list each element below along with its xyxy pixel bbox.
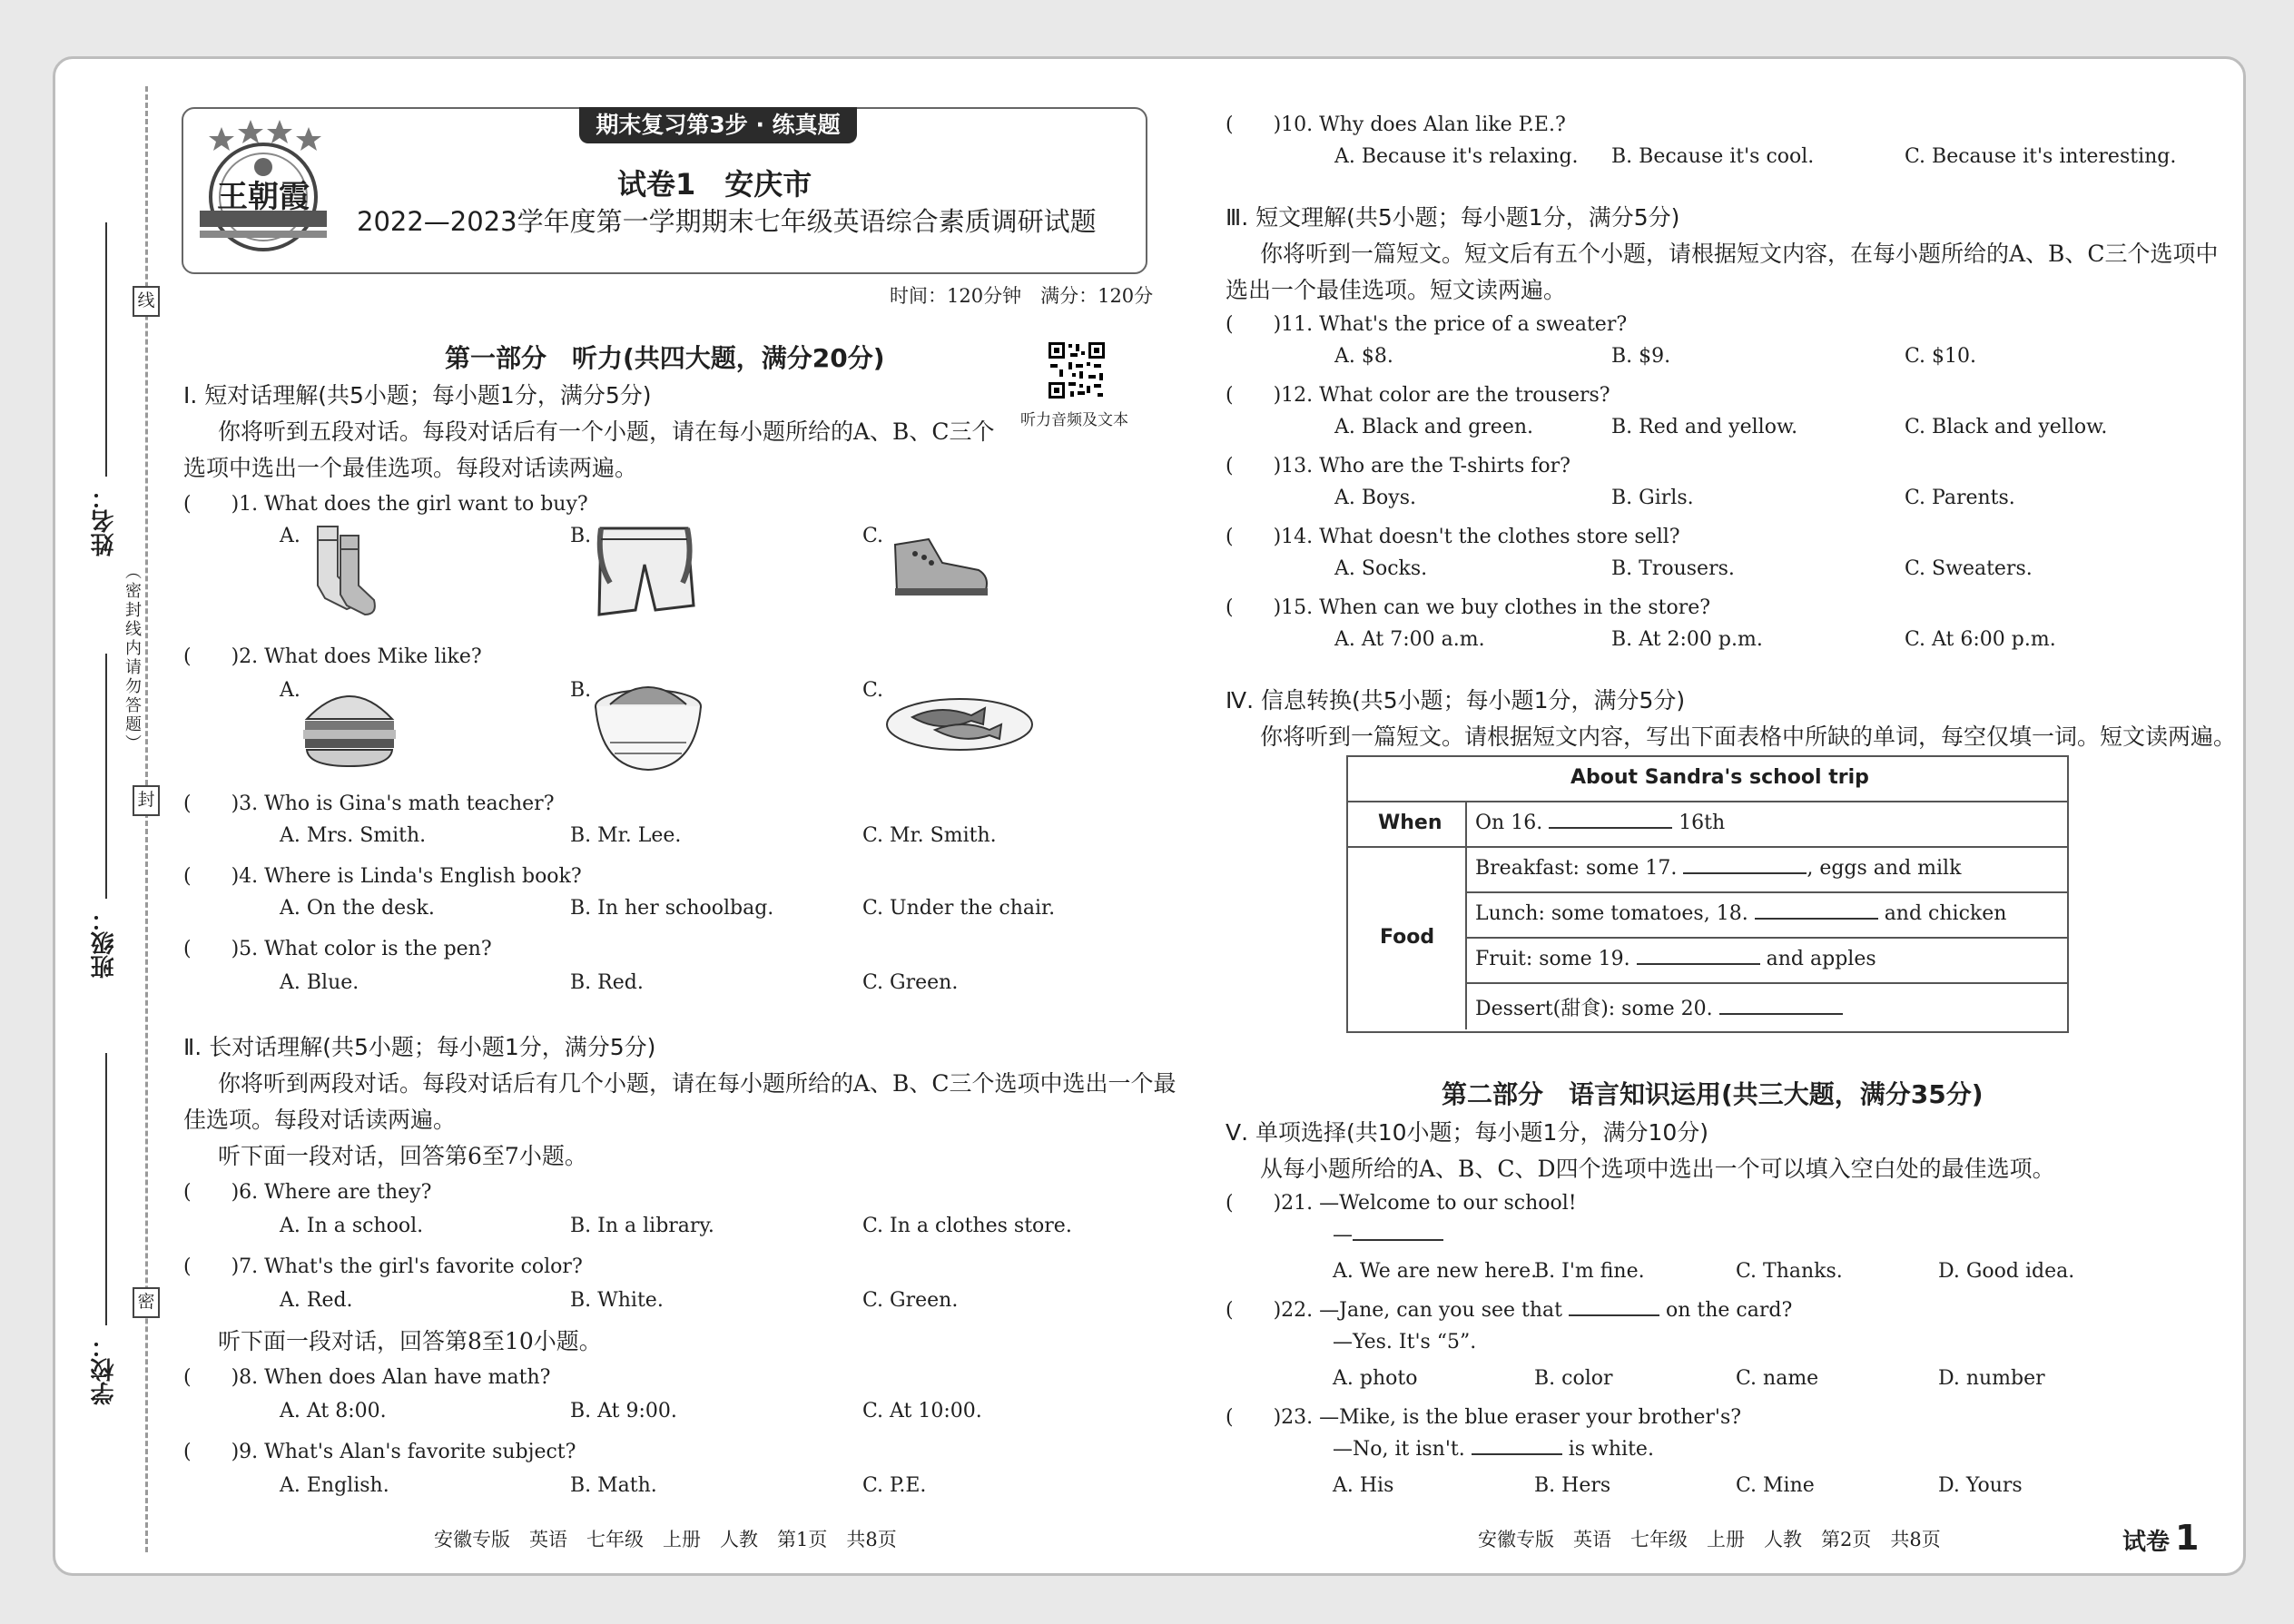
- q6-option-b: B. In a library.: [570, 1215, 714, 1237]
- q7-option-b: B. White.: [570, 1289, 664, 1312]
- paper-subtitle: 2022—2023学年度第一学期期末七年级英语综合素质调研试题: [357, 206, 1097, 237]
- section1-title: Ⅰ. 短对话理解(共5小题；每小题1分，满分5分): [183, 382, 652, 408]
- q5-option-a: A. Blue.: [280, 971, 359, 994]
- q5-option-c: C. Green.: [862, 971, 959, 994]
- section4-title: Ⅳ. 信息转换(共5小题；每小题1分，满分5分): [1226, 687, 1686, 714]
- seal-mark-mi: 密: [133, 1287, 160, 1318]
- question-23: ( )23. —Mike, is the blue eraser your brother's?: [1226, 1406, 1742, 1429]
- question-9: ( )9. What's Alan's favorite subject?: [183, 1441, 576, 1463]
- q14-option-c: C. Sweaters.: [1905, 557, 2033, 580]
- table-title: About Sandra's school trip: [1570, 766, 1869, 789]
- section2-instruction-2: 佳选项。每段对话读两遍。: [183, 1107, 457, 1133]
- seal-mark-xian: 线: [133, 286, 160, 317]
- q12-option-a: A. Black and green.: [1334, 416, 1534, 438]
- q8-option-b: B. At 9:00.: [570, 1400, 677, 1422]
- table-dessert-row: Dessert(甜食): some 20.: [1475, 993, 1843, 1021]
- section2-title: Ⅱ. 长对话理解(共5小题；每小题1分，满分5分): [183, 1034, 656, 1060]
- question-4: ( )4. Where is Linda's English book?: [183, 865, 582, 888]
- shorts-image: [592, 519, 701, 624]
- q13-option-b: B. Girls.: [1611, 487, 1694, 509]
- table-rule: [1465, 891, 2067, 893]
- q3-option-c: C. Mr. Smith.: [862, 824, 997, 847]
- q10-option-b: B. Because it's cool.: [1611, 145, 1815, 168]
- socks-image: [300, 522, 381, 622]
- q6-option-c: C. In a clothes store.: [862, 1215, 1072, 1237]
- q22-reply: —Yes. It's “5”.: [1333, 1331, 1477, 1353]
- q8-option-c: C. At 10:00.: [862, 1400, 982, 1422]
- section2-sub-2: 听下面一段对话，回答第8至10小题。: [218, 1328, 602, 1354]
- table-when-row: On 16. 16th: [1475, 812, 1726, 834]
- section3-title: Ⅲ. 短文理解(共5小题；每小题1分，满分5分): [1226, 204, 1680, 231]
- question-1: ( )1. What does the girl want to buy?: [183, 493, 588, 516]
- q15-option-c: C. At 6:00 p.m.: [1905, 628, 2056, 651]
- question-8: ( )8. When does Alan have math?: [183, 1366, 551, 1389]
- q21-option-a: A. We are new here.: [1333, 1260, 1538, 1283]
- q12-option-c: C. Black and yellow.: [1905, 416, 2108, 438]
- section3-instruction-1: 你将听到一篇短文。短文后有五个小题，请根据短文内容，在每小题所给的A、B、C三个选项中: [1260, 241, 2219, 267]
- class-line: [105, 654, 107, 899]
- question-11: ( )11. What's the price of a sweater?: [1226, 313, 1628, 336]
- q11-option-a: A. $8.: [1334, 345, 1393, 368]
- q23-option-d: D. Yours: [1938, 1474, 2023, 1497]
- q4-option-a: A. On the desk.: [280, 897, 435, 920]
- section1-instruction-1: 你将听到五段对话。每段对话后有一个小题，请在每小题所给的A、B、C三个: [218, 418, 995, 445]
- info-table: [1346, 755, 2069, 1033]
- section1-instruction-2: 选项中选出一个最佳选项。每段对话读两遍。: [183, 455, 638, 481]
- question-6: ( )6. Where are they?: [183, 1181, 432, 1204]
- q10-option-a: A. Because it's relaxing.: [1334, 145, 1579, 168]
- section5-title: Ⅴ. 单项选择(共10小题；每小题1分，满分10分): [1226, 1119, 1709, 1146]
- paper-title: 试卷1 安庆市: [617, 167, 812, 202]
- q12-option-b: B. Red and yellow.: [1611, 416, 1798, 438]
- name-label: 姓名：: [91, 486, 118, 556]
- table-rule: [1346, 846, 2067, 848]
- q7-option-c: C. Green.: [862, 1289, 959, 1312]
- question-13: ( )13. Who are the T-shirts for?: [1226, 455, 1570, 477]
- table-fruit-row: Fruit: some 19. and apples: [1475, 948, 1876, 970]
- q22-option-c: C. name: [1736, 1367, 1819, 1390]
- q8-option-a: A. At 8:00.: [280, 1400, 387, 1422]
- q23-option-b: B. Hers: [1534, 1474, 1611, 1497]
- svg-text:王朝霞: 王朝霞: [217, 179, 310, 215]
- q15-option-b: B. At 2:00 p.m.: [1611, 628, 1763, 651]
- section5-instruction: 从每小题所给的A、B、C、D四个选项中选出一个可以填入空白处的最佳选项。: [1260, 1156, 2055, 1182]
- seal-mark-feng: 封: [133, 785, 160, 816]
- q14-option-b: B. Trousers.: [1611, 557, 1735, 580]
- q22-option-d: D. number: [1938, 1367, 2045, 1390]
- q1-label-a: A.: [280, 525, 300, 547]
- q21-reply: —: [1333, 1224, 1443, 1246]
- part2-title: 第二部分 语言知识运用(共三大题，满分35分): [1442, 1079, 1984, 1109]
- question-22: ( )22. —Jane, can you see that on the card?: [1226, 1299, 1793, 1322]
- q11-option-c: C. $10.: [1905, 345, 1977, 368]
- table-when-label: When: [1378, 812, 1442, 834]
- q21-option-d: D. Good idea.: [1938, 1260, 2075, 1283]
- question-10: ( )10. Why does Alan like P.E.?: [1226, 113, 1566, 136]
- q9-option-a: A. English.: [280, 1474, 389, 1497]
- section2-instruction-1: 你将听到两段对话。每段对话后有几个小题，请在每小题所给的A、B、C三个选项中选出一个最: [218, 1070, 1177, 1097]
- q21-option-c: C. Thanks.: [1736, 1260, 1843, 1283]
- q9-option-b: B. Math.: [570, 1474, 657, 1497]
- section2-sub-1: 听下面一段对话，回答第6至7小题。: [218, 1143, 587, 1169]
- q3-option-a: A. Mrs. Smith.: [280, 824, 427, 847]
- section3-instruction-2: 选出一个最佳选项。短文读两遍。: [1226, 277, 1567, 303]
- section4-instruction: 你将听到一篇短文。请根据短文内容，写出下面表格中所缺的单词，每空仅填一词。短文读两遍。: [1260, 723, 2237, 750]
- q4-option-c: C. Under the chair.: [862, 897, 1056, 920]
- q10-option-c: C. Because it's interesting.: [1905, 145, 2177, 168]
- qr-code: [1047, 340, 1107, 400]
- q13-option-c: C. Parents.: [1905, 487, 2015, 509]
- chicken-bowl-image: [592, 670, 705, 774]
- q22-option-b: B. color: [1534, 1367, 1613, 1390]
- shoes-image: [888, 527, 992, 599]
- q2-label-a: A.: [280, 679, 300, 702]
- q14-option-a: A. Socks.: [1334, 557, 1428, 580]
- question-5: ( )5. What color is the pen?: [183, 938, 492, 960]
- hamburger-image: [300, 683, 399, 769]
- fish-plate-image: [885, 690, 1035, 753]
- class-label: 班级：: [91, 908, 118, 979]
- footer-right: 安徽专版 英语 七年级 上册 人教 第2页 共8页: [1478, 1529, 1941, 1550]
- q9-option-c: C. P.E.: [862, 1474, 927, 1497]
- q6-option-a: A. In a school.: [280, 1215, 424, 1237]
- time-score: 时间：120分钟 满分：120分: [890, 285, 1154, 307]
- q1-label-b: B.: [570, 525, 592, 547]
- q7-option-a: A. Red.: [280, 1289, 353, 1312]
- question-14: ( )14. What doesn't the clothes store sell?: [1226, 526, 1680, 548]
- q2-label-c: C.: [862, 679, 884, 702]
- table-rule: [1465, 801, 1467, 1029]
- paper-badge: 试卷 1: [2122, 1518, 2200, 1558]
- publisher-logo: [191, 120, 336, 256]
- q23-option-a: A. His: [1333, 1474, 1394, 1497]
- question-3: ( )3. Who is Gina's math teacher?: [183, 792, 555, 815]
- q11-option-b: B. $9.: [1611, 345, 1671, 368]
- table-rule: [1465, 937, 2067, 939]
- footer-left: 安徽专版 英语 七年级 上册 人教 第1页 共8页: [434, 1529, 897, 1550]
- seal-notice: （密封线内请勿答题）: [123, 563, 142, 753]
- part1-title: 第一部分 听力(共四大题，满分20分): [445, 343, 885, 373]
- table-food-label: Food: [1380, 926, 1435, 949]
- table-rule: [1465, 982, 2067, 984]
- q21-option-b: B. I'm fine.: [1534, 1260, 1645, 1283]
- q1-label-c: C.: [862, 525, 884, 547]
- school-label: 学校：: [91, 1334, 118, 1405]
- q23-reply: —No, it isn't. is white.: [1333, 1438, 1654, 1461]
- table-breakfast-row: Breakfast: some 17. , eggs and milk: [1475, 857, 1962, 880]
- q15-option-a: A. At 7:00 a.m.: [1334, 628, 1485, 651]
- q23-option-c: C. Mine: [1736, 1474, 1815, 1497]
- table-lunch-row: Lunch: some tomatoes, 18. and chicken: [1475, 902, 2007, 925]
- review-step-tab: 期末复习第3步 · 练真题: [579, 107, 857, 143]
- question-12: ( )12. What color are the trousers?: [1226, 384, 1610, 407]
- question-7: ( )7. What's the girl's favorite color?: [183, 1255, 583, 1278]
- q2-label-b: B.: [570, 679, 592, 702]
- question-2: ( )2. What does Mike like?: [183, 645, 482, 668]
- qr-caption: 听力音频及文本: [1020, 411, 1128, 429]
- question-21: ( )21. —Welcome to our school!: [1226, 1192, 1577, 1215]
- q13-option-a: A. Boys.: [1334, 487, 1416, 509]
- table-rule: [1346, 801, 2067, 802]
- question-15: ( )15. When can we buy clothes in the store?: [1226, 596, 1711, 619]
- school-line: [105, 1053, 107, 1325]
- q4-option-b: B. In her schoolbag.: [570, 897, 774, 920]
- q5-option-b: B. Red.: [570, 971, 644, 994]
- q3-option-b: B. Mr. Lee.: [570, 824, 682, 847]
- q22-option-a: A. photo: [1333, 1367, 1418, 1390]
- name-line: [105, 222, 107, 477]
